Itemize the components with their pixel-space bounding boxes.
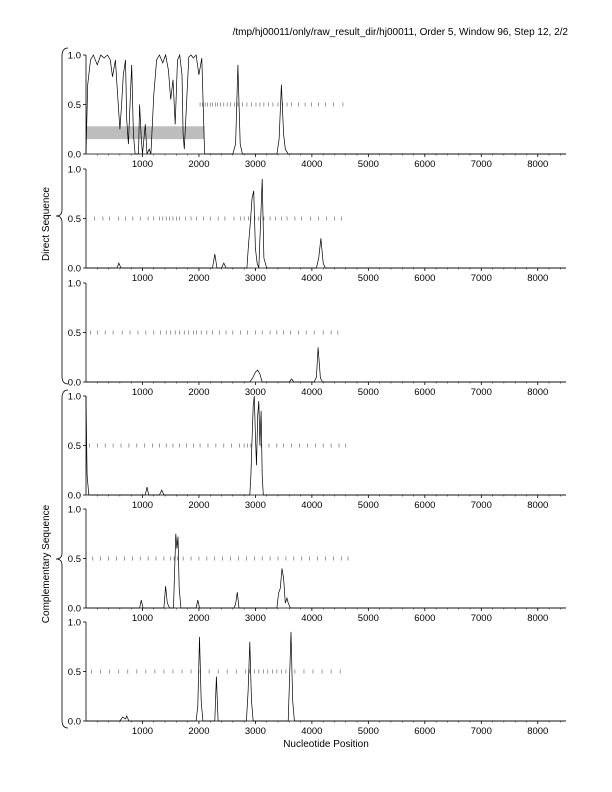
x-tick-label: 4000	[301, 273, 323, 284]
group-label-complementary: Complementary Sequence	[41, 504, 52, 624]
x-tick-label: 2000	[188, 273, 210, 284]
x-tick-label: 7000	[470, 387, 492, 398]
y-tick-label: 1.0	[67, 278, 81, 290]
y-tick-label: 0.5	[67, 214, 81, 225]
x-tick-label: 7000	[470, 613, 492, 624]
x-tick-label: 5000	[357, 387, 379, 398]
x-tick-label: 1000	[131, 159, 154, 170]
panel-complementary-frame-3	[68, 618, 566, 738]
y-tick-label: 0.5	[67, 667, 81, 678]
panel-direct-frame-2	[68, 165, 566, 285]
x-tick-label: 2000	[188, 159, 210, 170]
panel-direct-frame-1	[68, 51, 566, 171]
panel-complementary-frame-2	[68, 505, 566, 625]
series-line	[86, 632, 566, 721]
x-tick-label: 5000	[357, 613, 379, 624]
x-tick-label: 3000	[244, 726, 266, 737]
x-tick-label: 8000	[527, 726, 549, 737]
x-tick-label: 2000	[188, 387, 210, 398]
panel-complementary-frame-1	[68, 392, 566, 512]
x-tick-label: 6000	[414, 726, 436, 737]
series-line	[86, 534, 566, 608]
x-tick-label: 8000	[527, 500, 549, 511]
y-tick-label: 0.0	[67, 490, 81, 502]
x-tick-label: 4000	[301, 613, 323, 624]
x-tick-label: 1000	[131, 387, 154, 398]
y-tick-label: 0.0	[67, 263, 81, 275]
x-tick-label: 6000	[414, 500, 436, 511]
x-tick-label: 4000	[301, 726, 323, 737]
x-tick-label: 6000	[414, 273, 436, 284]
x-tick-label: 3000	[244, 273, 266, 284]
y-tick-label: 0.0	[67, 377, 81, 389]
x-tick-label: 6000	[414, 387, 436, 398]
x-tick-label: 3000	[244, 500, 266, 511]
x-tick-label: 8000	[527, 273, 549, 284]
group-brace	[56, 48, 68, 384]
x-tick-label: 5000	[357, 273, 379, 284]
panel-direct-frame-3	[68, 279, 566, 399]
x-tick-label: 2000	[188, 500, 210, 511]
y-tick-label: 0.5	[67, 328, 81, 339]
x-tick-label: 3000	[244, 159, 266, 170]
x-tick-label: 1000	[131, 273, 154, 284]
x-tick-label: 2000	[188, 726, 210, 737]
group-brace	[56, 390, 68, 728]
y-tick-label: 1.0	[67, 504, 81, 516]
x-tick-label: 4000	[301, 500, 323, 511]
y-tick-label: 0.5	[67, 554, 81, 565]
y-tick-label: 0.0	[67, 603, 81, 615]
y-tick-label: 1.0	[67, 617, 81, 629]
x-tick-label: 3000	[244, 613, 266, 624]
x-tick-label: 1000	[131, 726, 154, 737]
y-tick-label: 1.0	[67, 50, 81, 62]
panels-group	[68, 51, 566, 738]
x-tick-label: 7000	[470, 273, 492, 284]
y-tick-label: 1.0	[67, 164, 81, 176]
x-tick-label: 6000	[414, 613, 436, 624]
x-tick-label: 3000	[244, 387, 266, 398]
x-tick-label: 7000	[470, 500, 492, 511]
x-tick-label: 4000	[301, 387, 323, 398]
x-tick-label: 2000	[188, 613, 210, 624]
header-title: /tmp/hj00011/only/raw_result_dir/hj00011, Order 5, Window 96, Step 12, 2/2	[232, 27, 568, 38]
group-braces	[56, 48, 68, 728]
x-tick-label: 8000	[527, 159, 549, 170]
y-tick-label: 0.0	[67, 716, 81, 728]
x-tick-label: 1000	[131, 613, 154, 624]
x-tick-label: 5000	[357, 159, 379, 170]
series-line	[86, 396, 566, 495]
x-tick-label: 5000	[357, 726, 379, 737]
x-axis-title: Nucleotide Position	[283, 739, 369, 750]
x-tick-label: 8000	[527, 613, 549, 624]
x-tick-label: 4000	[301, 159, 323, 170]
x-tick-label: 6000	[414, 159, 436, 170]
y-tick-label: 0.0	[67, 149, 81, 161]
series-line	[86, 347, 566, 382]
x-tick-label: 8000	[527, 387, 549, 398]
x-tick-label: 7000	[470, 726, 492, 737]
group-label-direct: Direct Sequence	[41, 187, 52, 261]
x-tick-label: 5000	[357, 500, 379, 511]
x-tick-label: 7000	[470, 159, 492, 170]
y-tick-label: 0.5	[67, 100, 81, 111]
series-line	[86, 179, 566, 268]
y-tick-label: 0.5	[67, 441, 81, 452]
y-tick-label: 1.0	[67, 391, 81, 403]
x-tick-label: 1000	[131, 500, 154, 511]
